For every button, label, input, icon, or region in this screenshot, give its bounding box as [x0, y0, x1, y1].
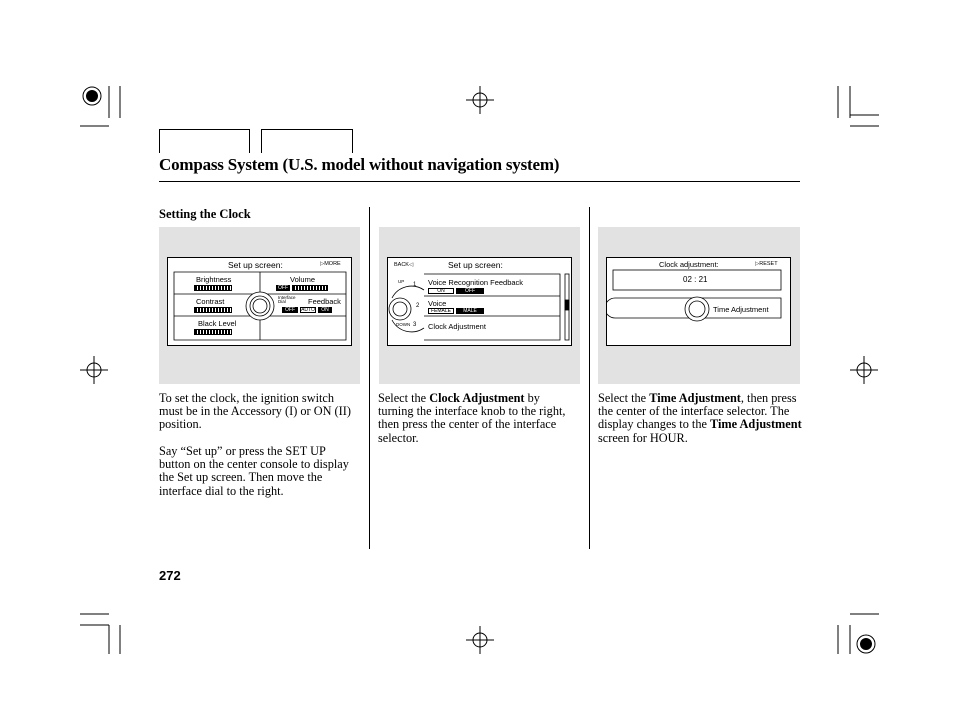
column-divider-2 [589, 207, 590, 549]
column-divider-1 [369, 207, 370, 549]
screen1-title: Set up screen: [228, 260, 283, 270]
time-adjustment-item: Time Adjustment [713, 305, 769, 314]
up-marker: UP [398, 279, 405, 284]
black-level-label: Black Level [198, 319, 237, 328]
col3-paragraph [598, 392, 806, 445]
title-rule [159, 181, 800, 182]
col3-bold-time-adjustment-2: Time Adjustment [710, 417, 802, 432]
col3-text-post: screen for HOUR. [598, 430, 688, 445]
clock-time: 02 : 21 [683, 275, 708, 284]
volume-label: Volume [290, 275, 316, 284]
page-title: Compass System (U.S. model without navigation system) [159, 155, 560, 174]
voice-setup-display [387, 257, 572, 346]
col2-paragraph [378, 392, 578, 445]
clock-adjustment-display [606, 257, 791, 346]
down-marker: DOWN [396, 322, 411, 327]
col3-text-pre: Select the [598, 391, 650, 405]
screen2-title: Set up screen: [448, 260, 503, 270]
screen3-reset: ▷RESET [755, 261, 778, 267]
black-level-bar [194, 329, 232, 335]
feedback-off-pill: OFF [456, 288, 484, 294]
col2-text-pre: Select the [378, 391, 430, 405]
col1-paragraph-1: To set the clock, the ignition switch must be in the Accessory (I) or ON (II) position. [159, 391, 351, 432]
item-number-3: 3 [413, 322, 417, 328]
header-tab-2 [261, 129, 353, 153]
volume-off-pill: OFF [278, 285, 288, 291]
section-heading: Setting the Clock [159, 207, 251, 221]
voice-item: Voice [428, 299, 447, 308]
feedback-auto-pill: AUTO [301, 307, 315, 313]
col1-paragraph-2: Say “Set up” or press the SET UP button on the center console to display the Set up screen. Then move the interface dial to the right. [159, 444, 349, 498]
feedback-on-pill: ON [428, 288, 454, 294]
clock-adjustment-item: Clock Adjustment [428, 322, 486, 331]
col2-text-post: by turning the interface knob to the right, then press the center of the interface selector. [378, 391, 566, 445]
header-tab-1 [159, 129, 250, 153]
feedback-on-pill: ON [318, 307, 332, 313]
feedback-off-pill: OFF [282, 307, 298, 313]
voice-male-pill: MALE [456, 308, 484, 314]
voice-female-pill: FEMALE [428, 308, 454, 314]
page-number: 272 [159, 568, 181, 583]
brightness-bar [194, 285, 232, 291]
contrast-bar [194, 307, 232, 313]
screen1-more: ▷MORE [320, 261, 341, 267]
col3-bold-time-adjustment: Time Adjustment [649, 391, 741, 405]
col2-bold-clock-adjustment: Clock Adjustment [429, 391, 525, 405]
item-number-1: 1 [413, 282, 417, 288]
col3-text-mid: , then press the center of the interface selector. The display changes to the [598, 391, 797, 432]
volume-bar [292, 285, 328, 291]
item-number-2: 2 [416, 303, 420, 309]
interface-dial-label: Interface Dial [278, 295, 296, 304]
setup-screen-display [167, 257, 352, 346]
screen-panel-3 [598, 227, 800, 384]
screen-panel-1 [159, 227, 360, 384]
screen-panel-2 [379, 227, 580, 384]
screen3-title: Clock adjustment: [659, 260, 719, 269]
brightness-label: Brightness [196, 275, 232, 284]
screen2-back: BACK◁ [394, 262, 414, 268]
screen3-frame [607, 258, 792, 347]
feedback-label: Feedback [308, 297, 341, 306]
contrast-label: Contrast [196, 297, 225, 306]
voice-feedback-item: Voice Recognition Feedback [428, 278, 524, 287]
